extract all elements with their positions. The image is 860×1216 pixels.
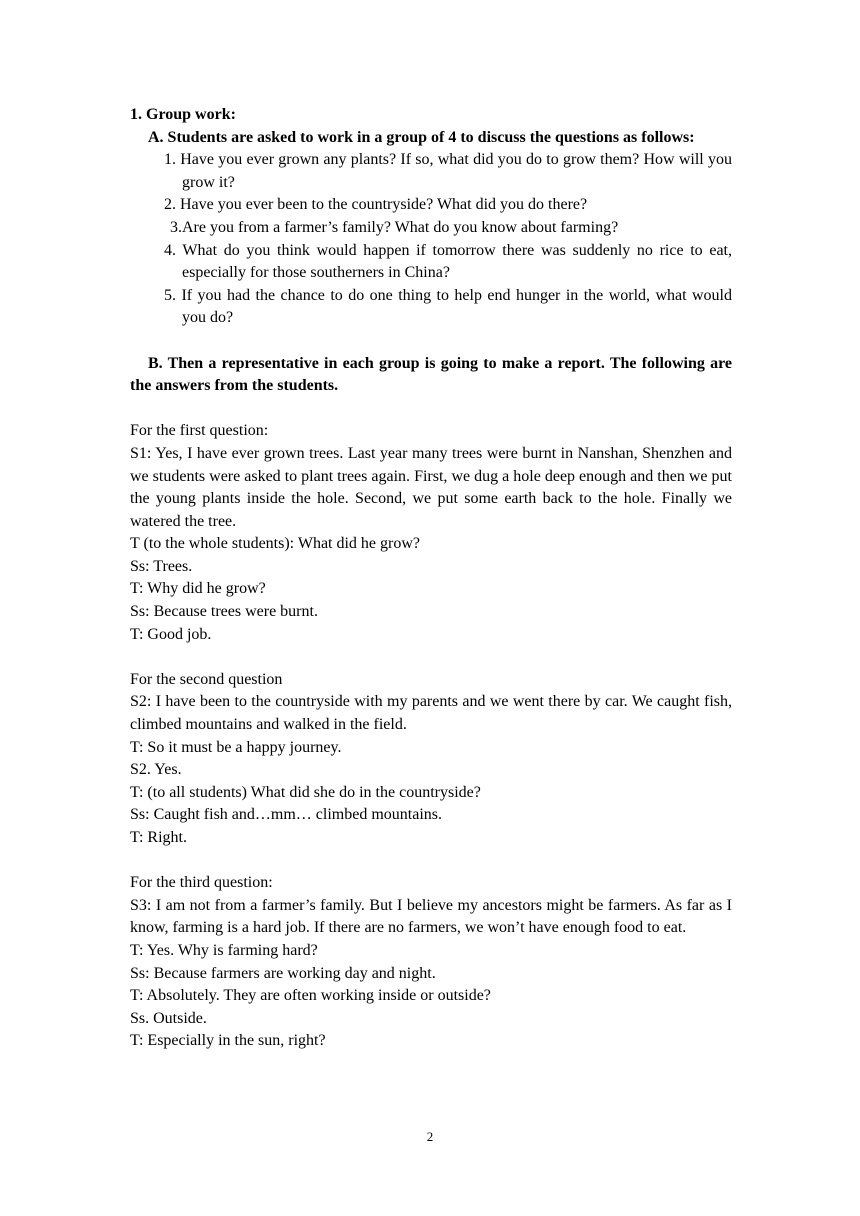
question-item: 2. Have you ever been to the countryside? What did you do there?	[164, 196, 588, 214]
dialogue-line: T: Right.	[130, 829, 187, 846]
dialogue-line: S2. Yes.	[130, 761, 182, 779]
dialogue-line: T: Especially in the sun, right?	[130, 1032, 326, 1050]
dialogue-line: T (to the whole students): What did he grow?	[130, 535, 421, 553]
question-item: 3.Are you from a farmer’s family? What do you know about farming?	[170, 218, 619, 236]
question-item: 5. If you had the chance to do one thing to help end hunger in the world, what would you do?	[164, 286, 732, 327]
question-list	[130, 149, 732, 330]
dialogue-line: Ss: Because trees were burnt.	[130, 603, 318, 621]
spacer	[130, 850, 732, 873]
dialogue-line: S2: I have been to the countryside with my parents and we went there by car. We caught fish, climbed mountains and walked in the field.	[130, 693, 732, 734]
answer-section-1	[130, 420, 732, 646]
task-b: B. Then a representative in each group is going to make a report. The following are the answers from the students.	[130, 354, 732, 395]
dialogue-line: T: So it must be a happy journey.	[130, 738, 342, 756]
section-heading: 1. Group work:	[130, 106, 236, 123]
question-item: 1. Have you ever grown any plants? If so, what did you do to grow them? How will you grow it?	[164, 151, 732, 191]
spacer	[130, 398, 732, 421]
dialogue-line: T: Yes. Why is farming hard?	[130, 941, 318, 959]
answer-section-3	[130, 872, 732, 1053]
page-number: 2	[426, 1129, 434, 1144]
dialogue-line: Ss: Caught fish and…mm… climbed mountains.	[130, 806, 442, 824]
dialogue-line: Ss. Outside.	[130, 1009, 207, 1027]
dialogue-line: Ss: Because farmers are working day and night.	[130, 964, 436, 982]
dialogue-line: T: Good job.	[130, 625, 212, 643]
document-body	[130, 104, 732, 1053]
dialogue-line: T: Absolutely. They are often working inside or outside?	[130, 987, 491, 1005]
dialogue-line: S3: I am not from a farmer’s family. But I believe my ancestors might be farmers. As far as I know, farming is a hard job. If there are no farmers, we won’t have enough food to eat.	[130, 896, 732, 937]
task-a: A. Students are asked to work in a group of 4 to discuss the questions as follows:	[148, 128, 695, 146]
spacer	[130, 646, 732, 669]
spacer	[130, 330, 732, 353]
dialogue-line: S1: Yes, I have ever grown trees. Last year many trees were burnt in Nanshan, Shenzhen and we students were asked to plant trees again. First, we dug a hole deep enough and then we put the young plants inside the hole. Second, we put some earth back to the hole. Finally we watered the tree.	[130, 444, 732, 530]
dialogue-line: T: Why did he grow?	[130, 580, 266, 598]
dialogue-line: T: (to all students) What did she do in the countryside?	[130, 783, 481, 801]
answer-section-2	[130, 669, 732, 850]
answer-section-title: For the second question	[130, 670, 283, 688]
dialogue-line: Ss: Trees.	[130, 557, 193, 575]
answer-section-title: For the first question:	[130, 422, 269, 440]
question-item: 4. What do you think would happen if tomorrow there was suddenly no rice to eat, especially for those southerners in China?	[164, 241, 732, 282]
answer-section-title: For the third question:	[130, 874, 273, 892]
